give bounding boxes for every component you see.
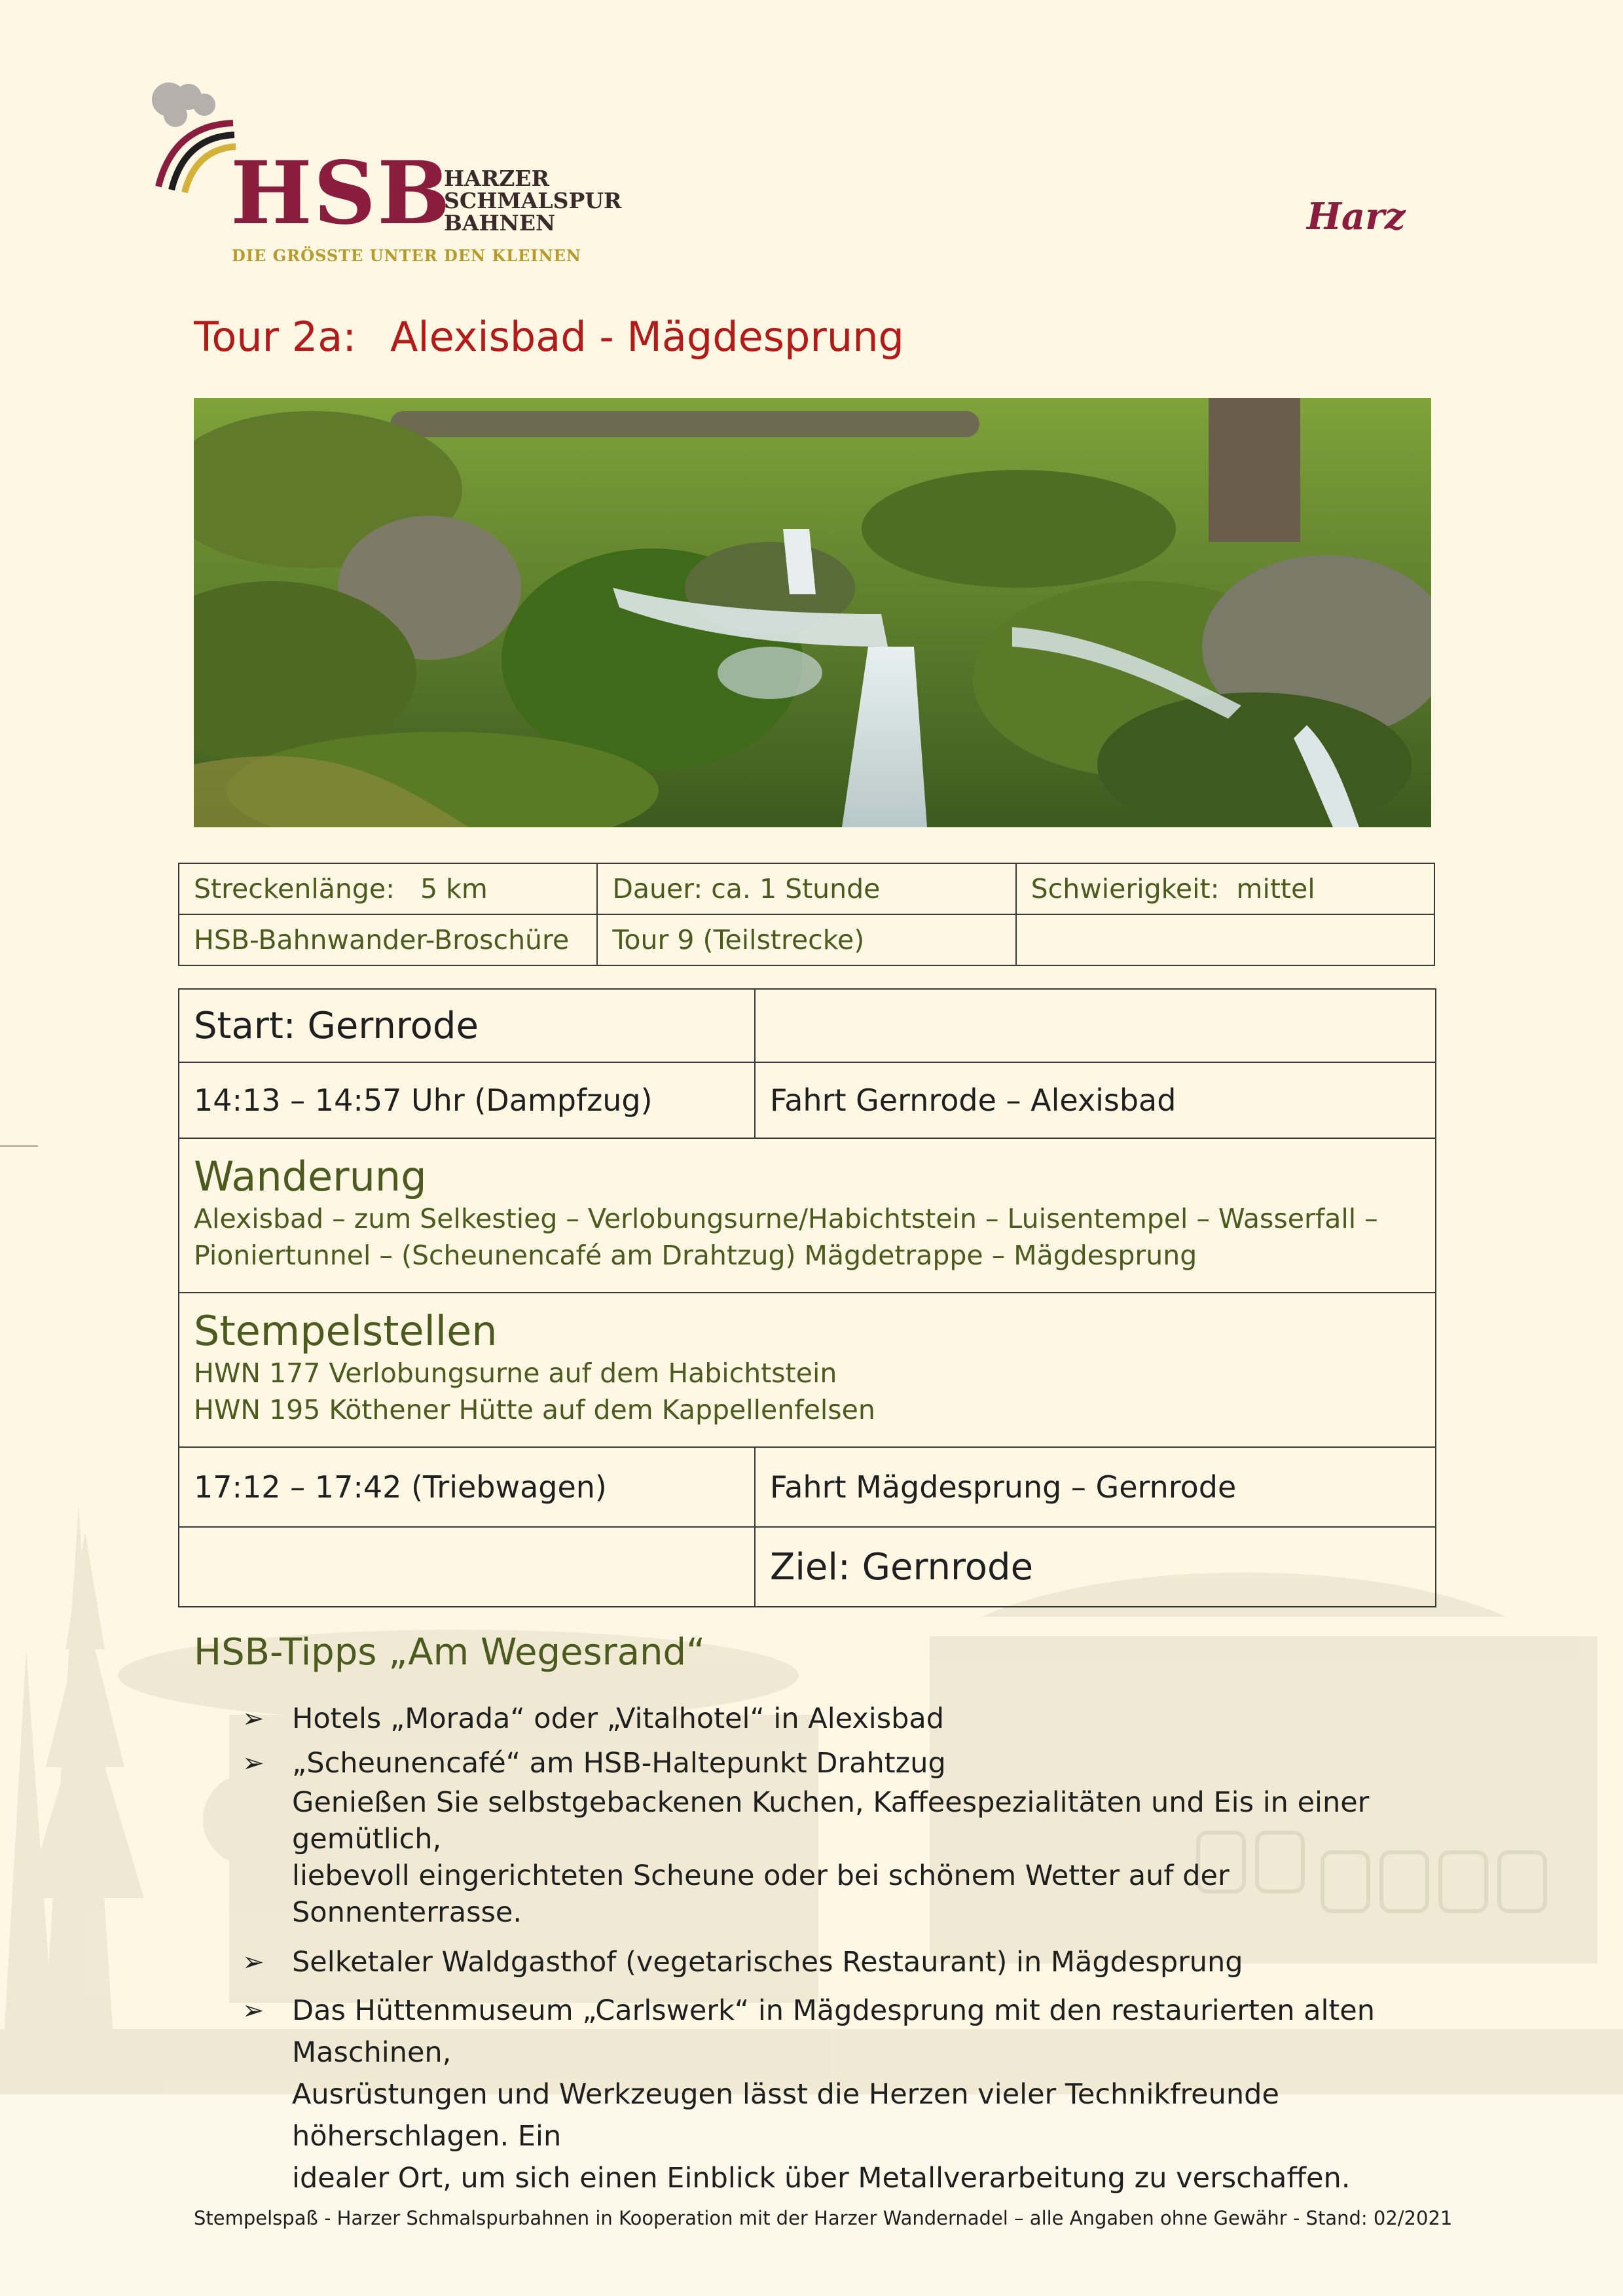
difficulty-cell [1016, 863, 1434, 914]
tip-description: Genießen Sie selbstgebackenen Kuchen, Kaffeespezialitäten und Eis in einer gemütlich, [292, 1786, 1370, 1856]
tour-route: Alexisbad - Mägdesprung [390, 313, 904, 361]
return-time-cell: 17:12 – 17:42 (Triebwagen) [179, 1447, 755, 1527]
duration-cell: Dauer: ca. 1 Stunde [597, 863, 1015, 914]
depart-time-cell: 14:13 – 14:57 Uhr (Dampfzug) [179, 1062, 755, 1138]
brand-name-line: HARZER [444, 166, 549, 191]
stamp-line: HWN 177 Verlobungsurne auf dem Habichtstein [194, 1357, 837, 1389]
empty-cell [755, 989, 1436, 1062]
table-row [179, 1138, 1436, 1293]
hike-cell [179, 1138, 1436, 1293]
empty-cell [179, 1527, 755, 1607]
brochure-cell: HSB-Bahnwander-Broschüre [179, 914, 597, 965]
difficulty-label: Schwierigkeit: [1030, 873, 1220, 905]
empty-cell [1016, 914, 1434, 965]
tip-text: idealer Ort, um sich einen Einblick über Metallverarbeitung zu verschaffen. [292, 2162, 1351, 2195]
tip-text: Das Hüttenmuseum „Carlswerk“ in Mägdesprung mit den restaurierten alten Maschinen, [292, 1994, 1375, 2069]
stamps-title: Stempelstellen [194, 1307, 498, 1355]
table-row [179, 1527, 1436, 1607]
tour-number: Tour 2a: [194, 313, 357, 361]
list-item [242, 1698, 1447, 1740]
tip-text: Hotels „Morada“ oder „Vitalhotel“ in Alexisbad [292, 1702, 945, 1735]
brand-tagline: DIE GRÖSSTE UNTER DEN KLEINEN [232, 246, 581, 265]
steam-train-logo-icon [149, 72, 241, 196]
tip-text: Selketaler Waldgasthof (vegetarisches Restaurant) in Mägdesprung [292, 1946, 1243, 1979]
length-cell [179, 863, 597, 914]
difficulty-value: mittel [1236, 873, 1315, 905]
arrow-bullet-icon: ➢ [242, 1704, 264, 1734]
stamp-line: HWN 195 Köthener Hütte auf dem Kappellenfelsen [194, 1394, 875, 1426]
table-row [179, 914, 1434, 965]
tips-list [242, 1698, 1447, 2199]
brand-name [444, 168, 621, 234]
goal-cell: Ziel: Gernrode [755, 1527, 1436, 1607]
list-item [242, 1990, 1447, 2199]
hike-title: Wanderung [194, 1153, 427, 1200]
length-label: Streckenlänge: [194, 873, 395, 905]
hike-route-line: Alexisbad – zum Selkestieg – Verlobungsurne/Habichtstein – Luisentempel – Wasserfall – [194, 1203, 1378, 1234]
arrow-bullet-icon: ➢ [242, 1947, 264, 1977]
tour-ref-cell: Tour 9 (Teilstrecke) [597, 914, 1015, 965]
arrow-bullet-icon: ➢ [242, 1748, 264, 1778]
table-row [179, 1447, 1436, 1527]
table-row [179, 1062, 1436, 1138]
length-value: 5 km [420, 873, 488, 905]
table-row [179, 863, 1434, 914]
tips-heading: HSB-Tipps „Am Wegesrand“ [194, 1631, 706, 1674]
hike-route-line: Pioniertunnel – (Scheunencafé am Drahtzug) Mägdetrappe – Mägdesprung [194, 1240, 1197, 1271]
waterfall-photo [194, 398, 1431, 827]
brand-name-line: BAHNEN [444, 210, 556, 236]
depart-route-cell: Fahrt Gernrode – Alexisbad [755, 1062, 1436, 1138]
arrow-bullet-icon: ➢ [242, 1996, 264, 2026]
page-title [194, 313, 904, 361]
brand-name-line: SCHMALSPUR [444, 188, 622, 213]
table-row [179, 1293, 1436, 1447]
tip-text: Ausrüstungen und Werkzeugen lässt die Herzen vieler Technikfreunde höherschlagen. Ein [292, 2078, 1279, 2153]
list-item [242, 1941, 1447, 1983]
brand-logo-text: HSB [230, 143, 452, 244]
start-cell: Start: Gernrode [179, 989, 755, 1062]
return-route-cell: Fahrt Mägdesprung – Gernrode [755, 1447, 1436, 1527]
schedule-table [178, 988, 1436, 1607]
table-row [179, 989, 1436, 1062]
list-item [242, 1742, 1447, 1931]
tip-text: „Scheunencafé“ am HSB-Haltepunkt Drahtzug [292, 1747, 946, 1780]
footer-text: Stempelspaß - Harzer Schmalspurbahnen in Kooperation mit der Harzer Wandernadel – alle Angaben ohne Gewähr - Stand: 02/2021 [194, 2207, 1453, 2229]
tip-description: liebevoll eingerichteten Scheune oder bei schönem Wetter auf der Sonnenterrasse. [292, 1859, 1230, 1929]
tour-info-table [178, 863, 1435, 966]
stamps-cell [179, 1293, 1436, 1447]
harz-logo: Harz [1307, 195, 1406, 238]
